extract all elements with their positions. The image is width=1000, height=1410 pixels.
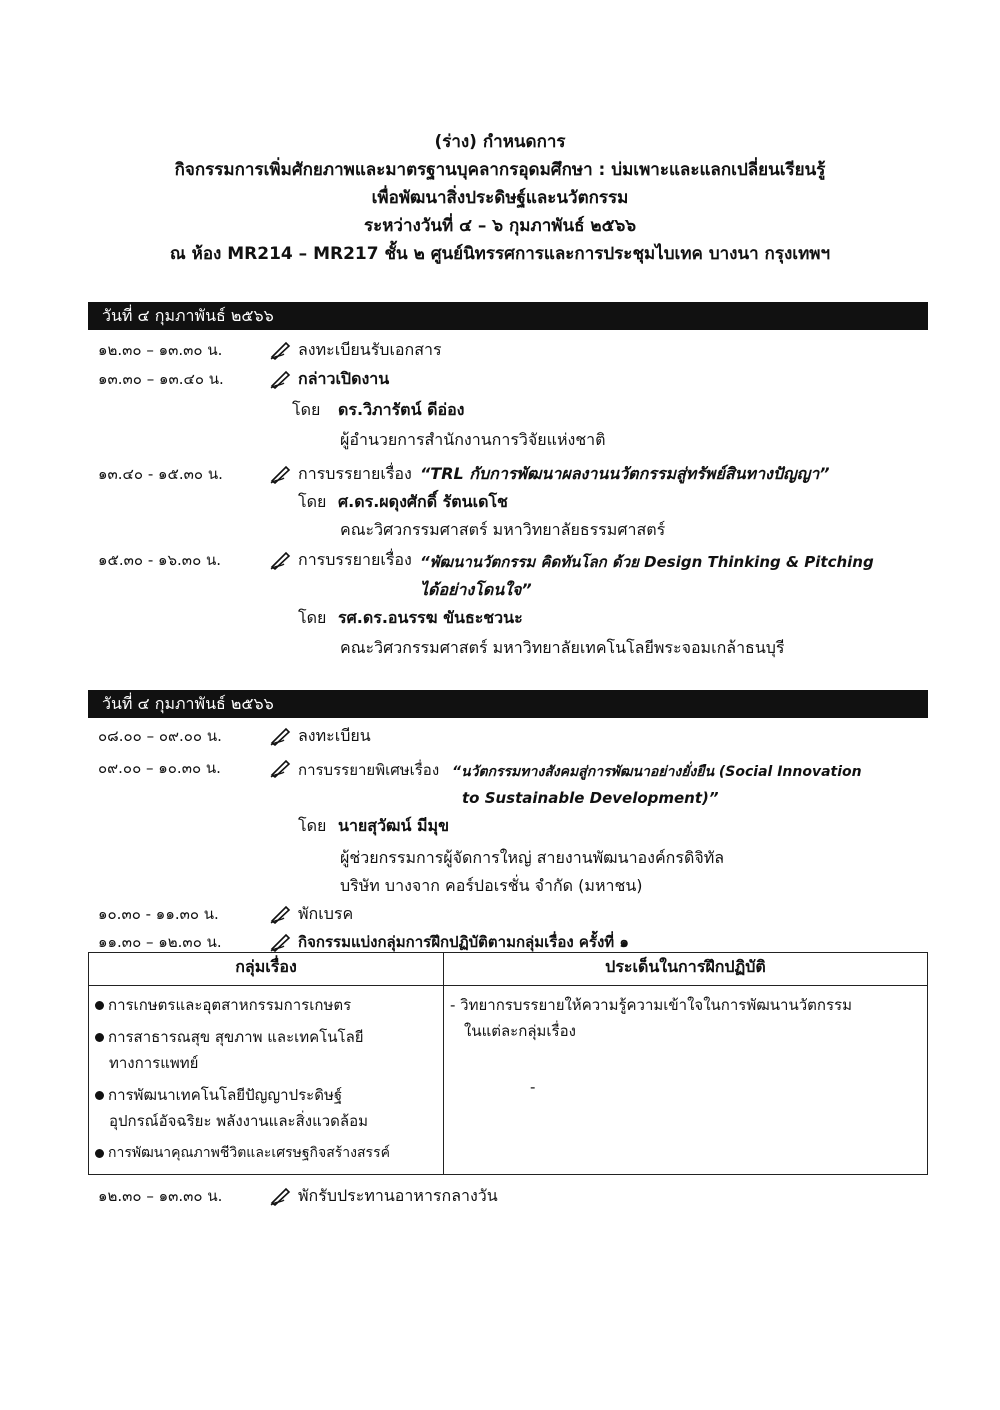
by-prefix: โดย (298, 608, 327, 627)
item-time: ๑๓.๔๐ - ๑๕.๓๐ น. (98, 465, 223, 483)
item-time: ๑๑.๓๐ – ๑๒.๓๐ น. (98, 933, 222, 951)
header-activity-subtitle: เพื่อพัฒนาสิ่งประดิษฐ์และนวัตกรรม (371, 188, 629, 208)
speaker-company: บริษัท บางจาก คอร์ปอเรชั่น จำกัด (มหาชน) (340, 876, 643, 895)
document-header (0, 128, 1000, 268)
speaker-name: ดร.วิภารัตน์ ดีอ่อง (338, 400, 465, 419)
group-label: การสาธารณสุข สุขภาพ และเทคโนโลยี (108, 1028, 364, 1046)
writing-hand-icon (270, 340, 292, 360)
practice-line2: ในแต่ละกลุ่มเรื่อง (464, 1022, 576, 1040)
group-label-cont: ทางการแพทย์ (109, 1054, 199, 1072)
bullet-icon (95, 1091, 104, 1100)
item-time: ๑๐.๓๐ - ๑๑.๓๐ น. (98, 905, 219, 923)
header-draft-title: (ร่าง) กำหนดการ (434, 132, 566, 152)
writing-hand-icon (270, 369, 292, 389)
table-header-practice: ประเด็นในการฝึกปฏิบัติ (444, 953, 928, 986)
speaker-name: นายสุวัฒน์ มีมุข (338, 816, 450, 835)
item-time: ๑๒.๓๐ – ๑๓.๓๐ น. (98, 1187, 223, 1205)
group-table (88, 952, 928, 1175)
item-activity: ลงทะเบียน (298, 726, 371, 745)
writing-hand-icon (270, 932, 292, 952)
item-activity: พักรับประทานอาหารกลางวัน (298, 1186, 498, 1205)
list-item (95, 1082, 437, 1134)
speaker-affiliation: คณะวิศวกรรมศาสตร์ มหาวิทยาลัยธรรมศาสตร์ (340, 520, 666, 539)
by-prefix: โดย (298, 492, 327, 511)
bullet-icon (95, 1149, 104, 1158)
item-topic-line2: ได้อย่างโดนใจ” (420, 580, 532, 599)
day2-bar: วันที่ ๔ กุมภาพันธ์ ๒๕๖๖ (88, 690, 928, 718)
item-time: ๐๙.๐๐ – ๑๐.๓๐ น. (98, 759, 221, 777)
by-prefix: โดย (292, 400, 321, 419)
speaker-affiliation: ผู้อำนวยการสำนักงานการวิจัยแห่งชาติ (340, 430, 606, 449)
list-item (95, 1024, 437, 1076)
item-activity-prefix: การบรรยายเรื่อง (298, 550, 412, 569)
speaker-name: ศ.ดร.ผดุงศักดิ์ รัตนเดโช (338, 492, 508, 511)
practice-dash: - (530, 1078, 536, 1096)
item-topic-line1: “พัฒนานวัตกรรม คิดทันโลก ด้วย Design Thinking & Pitching (420, 553, 874, 571)
header-venue: ณ ห้อง MR214 – MR217 ชั้น ๒ ศูนย์นิทรรศการและการประชุมไบเทค บางนา กรุงเทพฯ (169, 244, 831, 264)
writing-hand-icon (270, 464, 292, 484)
groups-cell (89, 986, 444, 1175)
group-label-cont: อุปกรณ์อัจฉริยะ พลังงานและสิ่งแวดล้อม (109, 1112, 368, 1130)
item-activity: พักเบรค (298, 904, 354, 923)
bullet-icon (95, 1001, 104, 1010)
bullet-icon (95, 1033, 104, 1042)
item-activity-prefix: การบรรยายเรื่อง (298, 464, 412, 483)
practice-cell (444, 986, 928, 1175)
group-label: การเกษตรและอุตสาหกรรมการเกษตร (108, 996, 352, 1014)
writing-hand-icon (270, 904, 292, 924)
writing-hand-icon (270, 1186, 292, 1206)
item-topic: “TRL กับการพัฒนาผลงานนวัตกรรมสู่ทรัพย์สินทางปัญญา” (420, 464, 830, 483)
speaker-affiliation: คณะวิศวกรรมศาสตร์ มหาวิทยาลัยเทคโนโลยีพระจอมเกล้าธนบุรี (340, 638, 785, 657)
item-activity: ลงทะเบียนรับเอกสาร (298, 340, 442, 359)
item-activity: กล่าวเปิดงาน (298, 369, 390, 388)
item-topic-line2: to Sustainable Development)” (462, 789, 719, 807)
item-activity-prefix: การบรรยายพิเศษเรื่อง (298, 761, 440, 779)
item-activity: กิจกรรมแบ่งกลุ่มการฝึกปฏิบัติตามกลุ่มเรื่อง ครั้งที่ ๑ (298, 933, 629, 951)
group-label: การพัฒนาคุณภาพชีวิตและเศรษฐกิจสร้างสรรค์ (108, 1145, 390, 1161)
by-prefix: โดย (298, 816, 327, 835)
table-header-groups: กลุ่มเรื่อง (89, 953, 444, 986)
day1-bar: วันที่ ๔ กุมภาพันธ์ ๒๕๖๖ (88, 302, 928, 330)
item-time: ๑๓.๓๐ – ๑๓.๔๐ น. (98, 370, 224, 388)
writing-hand-icon (270, 550, 292, 570)
speaker-affiliation: ผู้ช่วยกรรมการผู้จัดการใหญ่ สายงานพัฒนาองค์กรดิจิทัล (340, 848, 725, 867)
table-header-row (89, 953, 928, 986)
speaker-name: รศ.ดร.อนรรฆ ขันธะชวนะ (338, 608, 523, 627)
item-time: ๑๕.๓๐ - ๑๖.๓๐ น. (98, 551, 222, 569)
list-item (95, 992, 437, 1018)
item-topic-line1: “นวัตกรรมทางสังคมสู่การพัฒนาอย่างยั่งยืน (Social Innovation (452, 764, 862, 780)
group-label: การพัฒนาเทคโนโลยีปัญญาประดิษฐ์ (108, 1086, 343, 1104)
writing-hand-icon (270, 758, 292, 778)
header-activity-title: กิจกรรมการเพิ่มศักยภาพและมาตรฐานบุคลากรอุดมศึกษา : บ่มเพาะและแลกเปลี่ยนเรียนรู้ (174, 160, 826, 180)
writing-hand-icon (270, 726, 292, 746)
header-dates: ระหว่างวันที่ ๔ – ๖ กุมภาพันธ์ ๒๕๖๖ (363, 216, 637, 236)
list-item (95, 1140, 437, 1166)
item-time: ๑๒.๓๐ – ๑๓.๓๐ น. (98, 341, 223, 359)
table-row (89, 986, 928, 1175)
item-time: ๐๘.๐๐ – ๐๙.๐๐ น. (98, 727, 222, 745)
practice-line1: - วิทยากรบรรยายให้ความรู้ความเข้าใจในการพัฒนานวัตกรรม (450, 996, 852, 1014)
